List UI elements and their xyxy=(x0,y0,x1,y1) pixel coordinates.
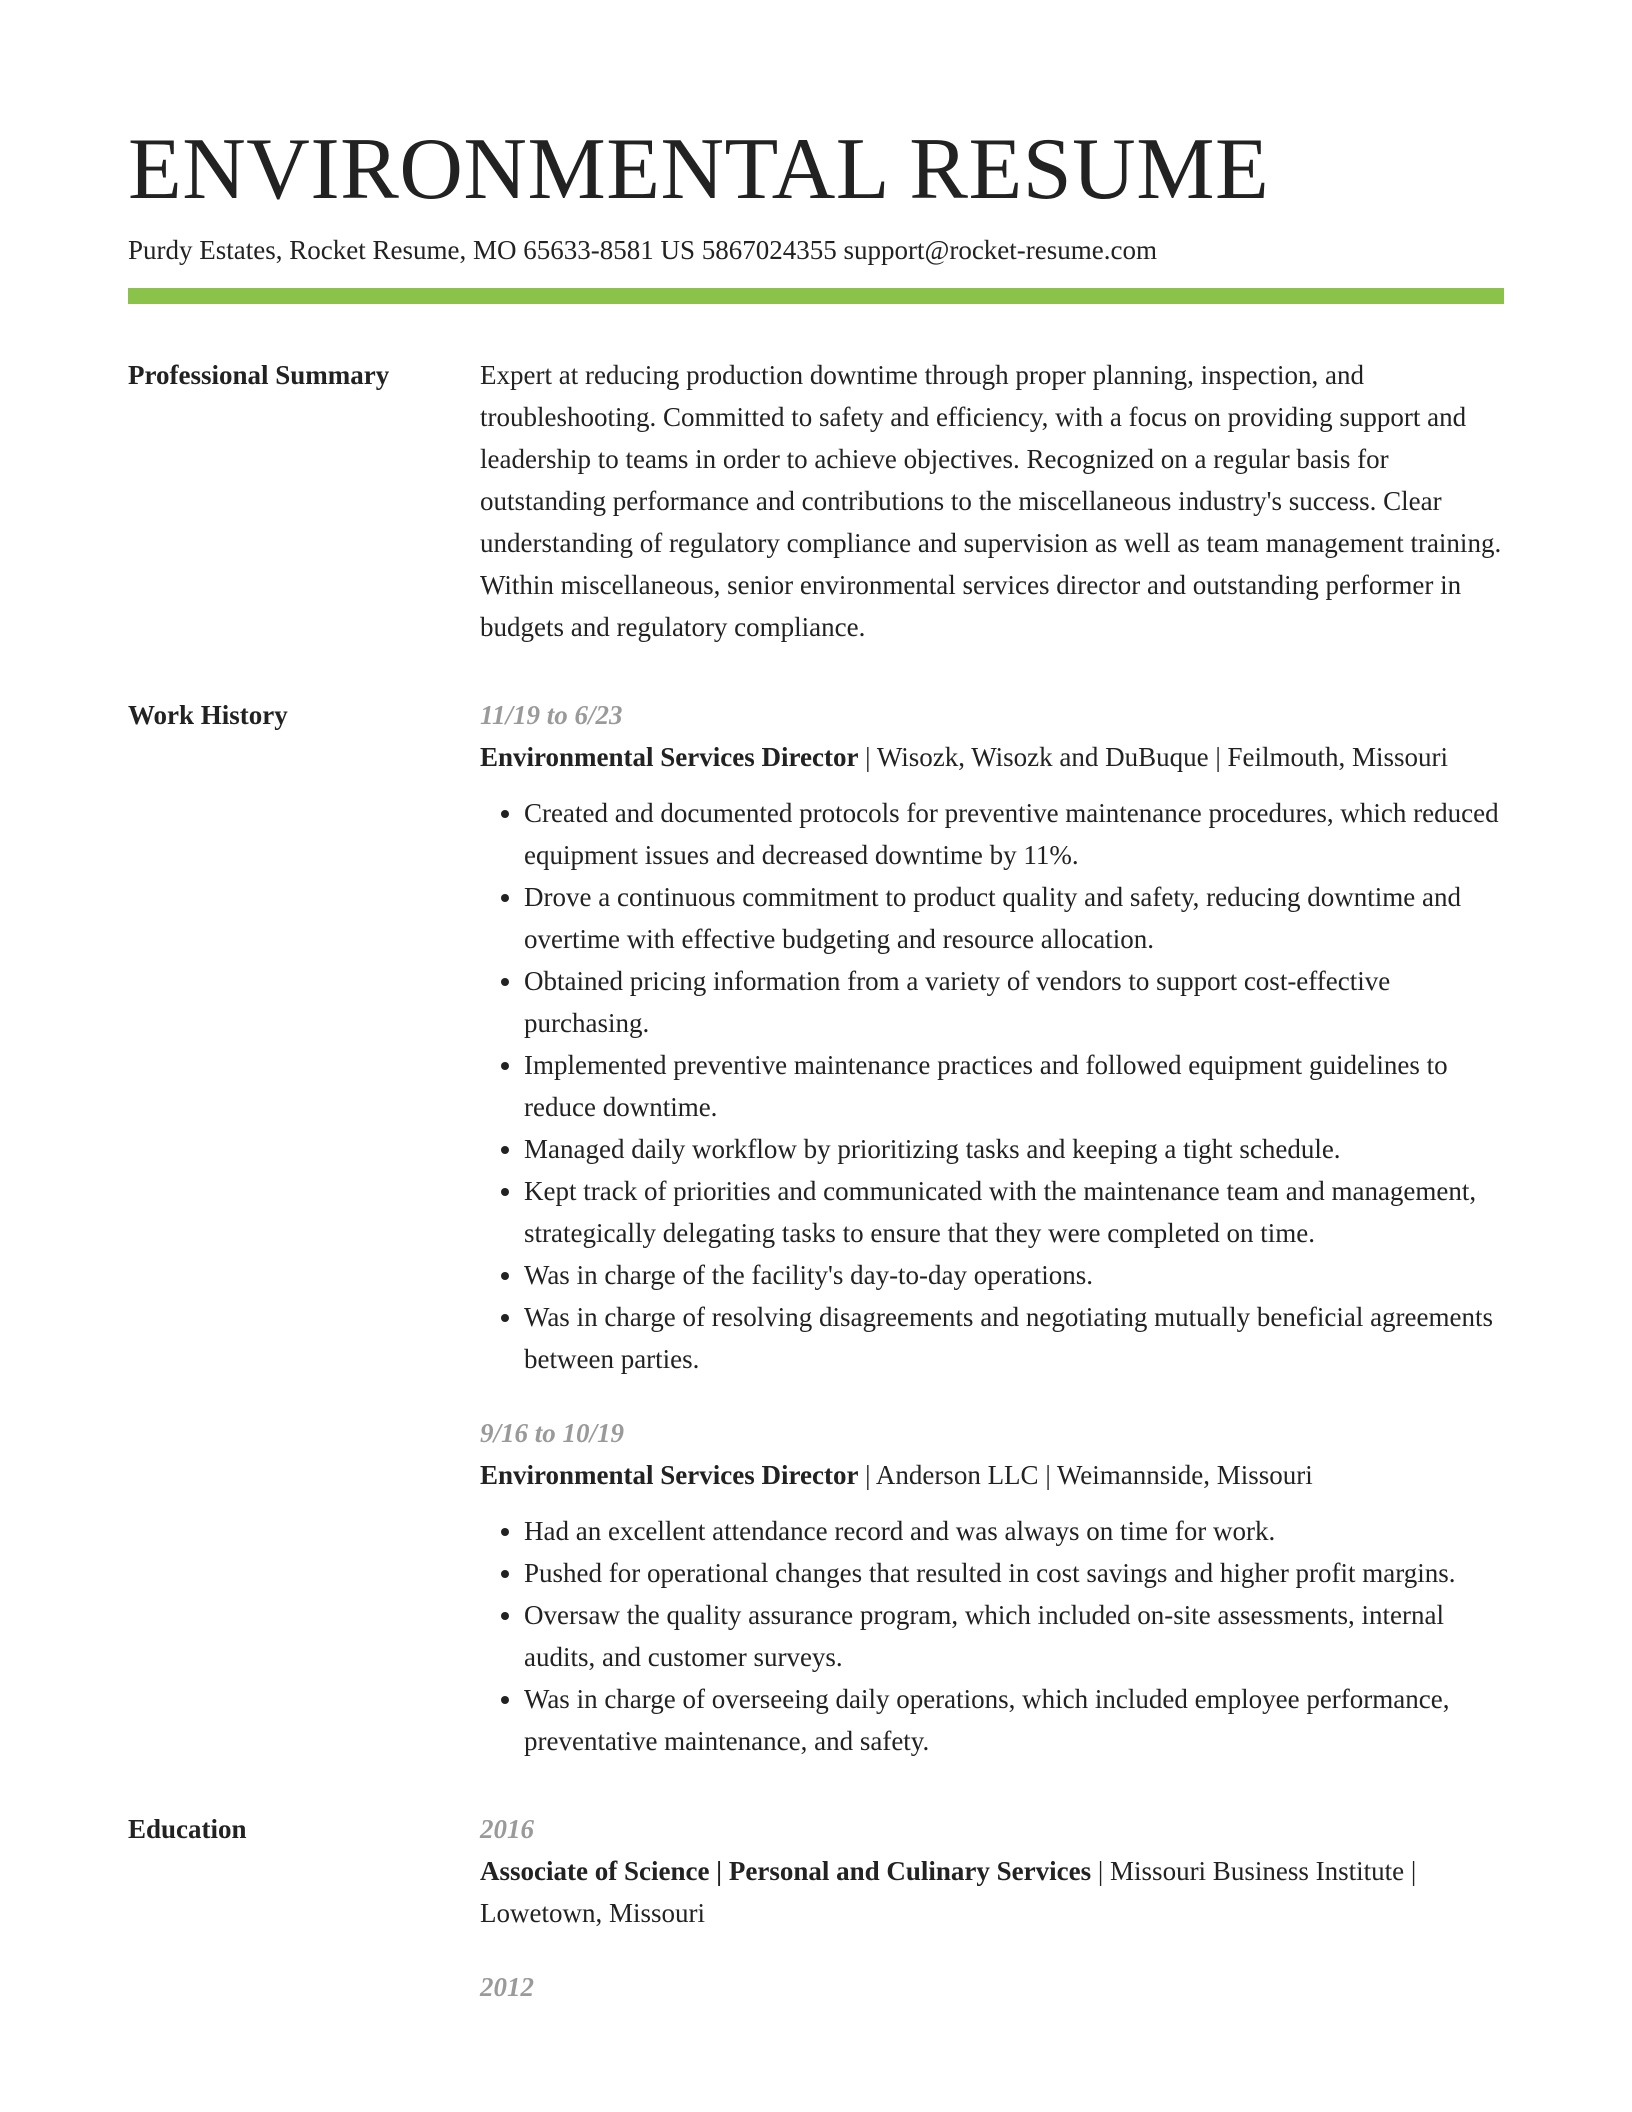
contact-line: Purdy Estates, Rocket Resume, MO 65633-8581 US 5867024355 support@rocket-resume.com xyxy=(128,235,1157,265)
education-entry xyxy=(480,1966,1504,2008)
job-dates: 11/19 to 6/23 xyxy=(480,700,623,730)
job-title: Environmental Services Director xyxy=(480,742,859,772)
job-bullet-list xyxy=(480,1510,1504,1762)
section-label-education: Education xyxy=(128,1814,247,1844)
job-employer-location: | Wisozk, Wisozk and DuBuque | Feilmouth, Missouri xyxy=(858,742,1449,772)
section-label-summary: Professional Summary xyxy=(128,360,390,390)
work-history-body xyxy=(480,694,1504,1762)
education-year: 2012 xyxy=(480,1972,534,2002)
education-heading xyxy=(480,1850,1504,1934)
job-entry xyxy=(480,1412,1504,1762)
job-bullet: • Was in charge of resolving disagreements and negotiating mutually beneficial agreements between parties. xyxy=(524,1296,1504,1380)
work-history-section xyxy=(128,694,1504,1762)
job-bullet: • Managed daily workflow by prioritizing tasks and keeping a tight schedule. xyxy=(524,1128,1504,1170)
education-entry xyxy=(480,1808,1504,1934)
job-bullet: • Created and documented protocols for preventive maintenance procedures, which reduced equipment issues and decreased downtime by 11%. xyxy=(524,792,1504,876)
education-school-location: | Missouri Business Institute | Lowetown, Missouri xyxy=(480,1856,1417,1928)
job-heading xyxy=(480,1454,1504,1496)
job-bullet: • Had an excellent attendance record and was always on time for work. xyxy=(524,1510,1504,1552)
job-employer-location: | Anderson LLC | Weimannside, Missouri xyxy=(858,1460,1313,1490)
job-bullet: • Implemented preventive maintenance practices and followed equipment guidelines to reduce downtime. xyxy=(524,1044,1504,1128)
resume-title: ENVIRONMENTAL RESUME xyxy=(128,121,1270,218)
resume-page xyxy=(128,120,1504,2040)
job-title: Environmental Services Director xyxy=(480,1460,859,1490)
job-bullet: • Drove a continuous commitment to product quality and safety, reducing downtime and overtime with effective budgeting and resource allocation. xyxy=(524,876,1504,960)
job-entry xyxy=(480,694,1504,1380)
summary-text: Expert at reducing production downtime through proper planning, inspection, and troubleshooting. Committed to safety and efficiency, with a focus on providing support and leadership to teams in order to achieve objectives. Recognized on a regular basis for outstanding performance and contributions to the miscellaneous industry's success. Clear understanding of regulatory compliance and supervision as well as team management training. Within miscellaneous, senior environmental services director and outstanding performer in budgets and regulatory compliance. xyxy=(480,360,1502,642)
education-body xyxy=(480,1808,1504,2040)
summary-body xyxy=(480,354,1504,648)
education-degree: Associate of Science | Personal and Culinary Services xyxy=(480,1856,1092,1886)
education-section xyxy=(128,1808,1504,2040)
job-bullet: • Was in charge of the facility's day-to-day operations. xyxy=(524,1254,1504,1296)
job-bullet: • Pushed for operational changes that resulted in cost savings and higher profit margins. xyxy=(524,1552,1504,1594)
job-dates: 9/16 to 10/19 xyxy=(480,1418,625,1448)
job-bullet: • Obtained pricing information from a variety of vendors to support cost-effective purchasing. xyxy=(524,960,1504,1044)
accent-divider xyxy=(128,288,1504,304)
section-label-work-history: Work History xyxy=(128,700,288,730)
job-bullet-list xyxy=(480,792,1504,1380)
job-bullet: • Kept track of priorities and communicated with the maintenance team and management, strategically delegating tasks to ensure that they were completed on time. xyxy=(524,1170,1504,1254)
job-bullet: • Oversaw the quality assurance program, which included on-site assessments, internal audits, and customer surveys. xyxy=(524,1594,1504,1678)
education-year: 2016 xyxy=(480,1814,534,1844)
job-bullet: • Was in charge of overseeing daily operations, which included employee performance, preventative maintenance, and safety. xyxy=(524,1678,1504,1762)
job-heading xyxy=(480,736,1504,778)
summary-section xyxy=(128,354,1504,648)
